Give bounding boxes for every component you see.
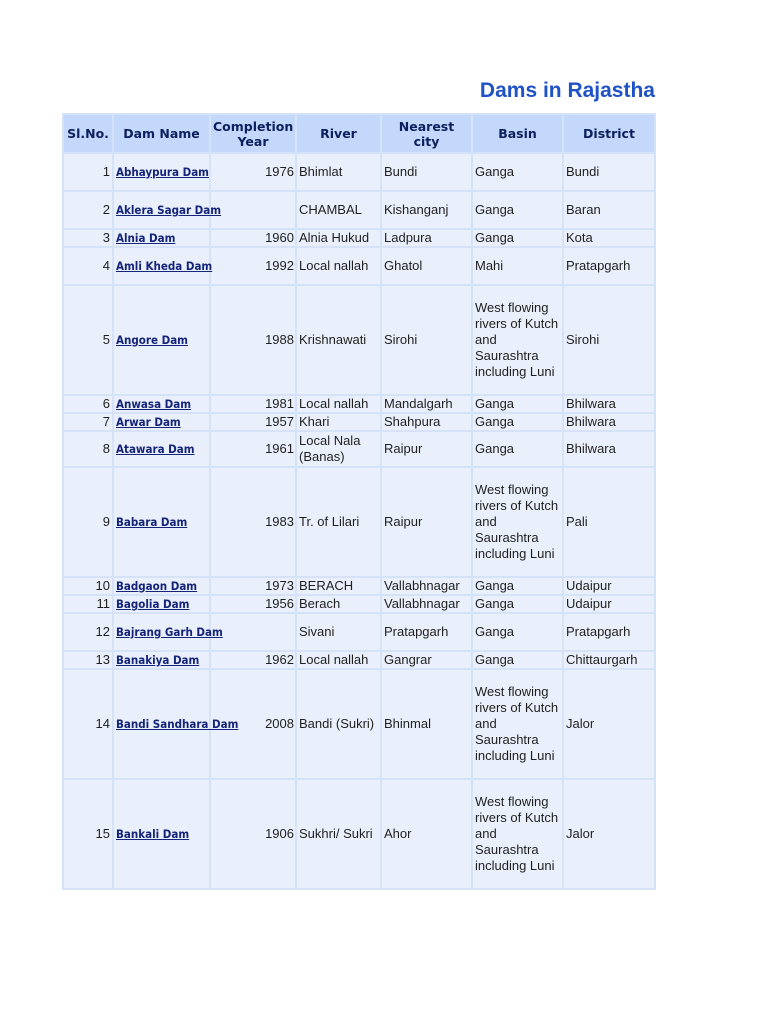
- cell-basin: Ganga: [472, 229, 563, 247]
- cell-completion-year: 1976: [210, 153, 296, 191]
- cell-completion-year: 1906: [210, 779, 296, 889]
- cell-completion-year: 1973: [210, 577, 296, 595]
- cell-sl-no: 11: [63, 595, 113, 613]
- cell-sl-no: 13: [63, 651, 113, 669]
- cell-river: Khari: [296, 413, 381, 431]
- dam-name-link[interactable]: Atawara Dam: [116, 442, 195, 456]
- cell-sl-no: 10: [63, 577, 113, 595]
- dam-name-link[interactable]: Bankali Dam: [116, 827, 190, 841]
- dam-name-link[interactable]: Aklera Sagar Dam: [116, 203, 222, 217]
- cell-river: Bandi (Sukri): [296, 669, 381, 779]
- cell-nearest-city: Gangrar: [381, 651, 472, 669]
- cell-nearest-city: Sirohi: [381, 285, 472, 395]
- cell-district: Bhilwara: [563, 395, 655, 413]
- cell-basin: West flowing rivers of Kutch and Saurashtra including Luni: [472, 779, 563, 889]
- table-row: [63, 613, 655, 651]
- cell-nearest-city: Shahpura: [381, 413, 472, 431]
- table-row: [63, 413, 655, 431]
- cell-district: Jalor: [563, 779, 655, 889]
- cell-dam-name: [113, 779, 210, 889]
- cell-dam-name: [113, 669, 239, 779]
- cell-river: Alnia Hukud: [296, 229, 381, 247]
- cell-basin: West flowing rivers of Kutch and Saurashtra including Luni: [472, 669, 563, 779]
- table-row: [63, 229, 655, 247]
- cell-dam-name: [113, 229, 210, 247]
- cell-district: Udaipur: [563, 577, 655, 595]
- cell-dam-name: [113, 395, 210, 413]
- column-header-sl-no: Sl.No.: [63, 114, 113, 153]
- cell-completion-year: [210, 613, 296, 651]
- cell-dam-name: [113, 651, 210, 669]
- cell-river: Berach: [296, 595, 381, 613]
- cell-sl-no: 6: [63, 395, 113, 413]
- cell-nearest-city: Ghatol: [381, 247, 472, 285]
- column-header-basin: Basin: [472, 114, 563, 153]
- cell-nearest-city: Kishanganj: [381, 191, 472, 229]
- dam-name-link[interactable]: Amli Kheda Dam: [116, 259, 213, 273]
- dam-name-link[interactable]: Bajrang Garh Dam: [116, 625, 223, 639]
- table-row: [63, 651, 655, 669]
- cell-completion-year: 1957: [210, 413, 296, 431]
- cell-river: Krishnawati: [296, 285, 381, 395]
- cell-completion-year: [210, 191, 296, 229]
- cell-district: Pali: [563, 467, 655, 577]
- cell-completion-year: 1983: [210, 467, 296, 577]
- column-header-nearest-city: Nearest city: [381, 114, 472, 153]
- cell-sl-no: 3: [63, 229, 113, 247]
- table-row: [63, 779, 655, 889]
- cell-dam-name: [113, 467, 210, 577]
- cell-river: Sivani: [296, 613, 381, 651]
- cell-nearest-city: Pratapgarh: [381, 613, 472, 651]
- cell-district: Bhilwara: [563, 431, 655, 467]
- table-row: [63, 247, 655, 285]
- cell-river: BERACH: [296, 577, 381, 595]
- cell-completion-year: 1961: [210, 431, 296, 467]
- cell-district: Bundi: [563, 153, 655, 191]
- cell-sl-no: 4: [63, 247, 113, 285]
- cell-dam-name: [113, 153, 210, 191]
- cell-dam-name: [113, 577, 210, 595]
- dam-name-link[interactable]: Abhaypura Dam: [116, 165, 209, 179]
- cell-district: Pratapgarh: [563, 613, 655, 651]
- cell-basin: Ganga: [472, 651, 563, 669]
- cell-basin: West flowing rivers of Kutch and Saurashtra including Luni: [472, 285, 563, 395]
- cell-sl-no: 2: [63, 191, 113, 229]
- table-row: [63, 669, 655, 779]
- cell-basin: Ganga: [472, 613, 563, 651]
- cell-dam-name: [113, 595, 210, 613]
- cell-completion-year: 2008: [210, 669, 296, 779]
- column-header-district: District: [563, 114, 655, 153]
- cell-river: Local nallah: [296, 651, 381, 669]
- cell-nearest-city: Ahor: [381, 779, 472, 889]
- cell-district: Jalor: [563, 669, 655, 779]
- cell-sl-no: 7: [63, 413, 113, 431]
- cell-district: Baran: [563, 191, 655, 229]
- dam-name-link[interactable]: Banakiya Dam: [116, 653, 200, 667]
- dam-name-link[interactable]: Anwasa Dam: [116, 397, 192, 411]
- cell-sl-no: 8: [63, 431, 113, 467]
- dam-name-link[interactable]: Badgaon Dam: [116, 579, 198, 593]
- table-row: [63, 467, 655, 577]
- cell-basin: Ganga: [472, 577, 563, 595]
- cell-river: Local Nala (Banas): [296, 431, 381, 467]
- cell-dam-name: [113, 247, 213, 285]
- cell-nearest-city: Mandalgarh: [381, 395, 472, 413]
- dam-name-link[interactable]: Babara Dam: [116, 515, 188, 529]
- cell-completion-year: 1992: [210, 247, 296, 285]
- dam-name-link[interactable]: Arwar Dam: [116, 415, 181, 429]
- cell-basin: Ganga: [472, 191, 563, 229]
- cell-completion-year: 1956: [210, 595, 296, 613]
- dam-name-link[interactable]: Angore Dam: [116, 333, 188, 347]
- cell-completion-year: 1988: [210, 285, 296, 395]
- cell-dam-name: [113, 191, 222, 229]
- cell-basin: Ganga: [472, 595, 563, 613]
- cell-river: CHAMBAL: [296, 191, 381, 229]
- table-row: [63, 431, 655, 467]
- column-header-completion-year: Completion Year: [210, 114, 296, 153]
- cell-sl-no: 12: [63, 613, 113, 651]
- cell-district: Sirohi: [563, 285, 655, 395]
- table-body: [63, 153, 655, 889]
- cell-river: Local nallah: [296, 395, 381, 413]
- cell-sl-no: 5: [63, 285, 113, 395]
- table-row: [63, 577, 655, 595]
- cell-nearest-city: Vallabhnagar: [381, 595, 472, 613]
- cell-river: Local nallah: [296, 247, 381, 285]
- cell-completion-year: 1981: [210, 395, 296, 413]
- cell-dam-name: [113, 413, 210, 431]
- cell-district: Kota: [563, 229, 655, 247]
- cell-nearest-city: Raipur: [381, 467, 472, 577]
- cell-nearest-city: Vallabhnagar: [381, 577, 472, 595]
- table-row: [63, 595, 655, 613]
- cell-district: Udaipur: [563, 595, 655, 613]
- cell-basin: Ganga: [472, 395, 563, 413]
- cell-nearest-city: Raipur: [381, 431, 472, 467]
- table-header: [63, 114, 655, 153]
- table-row: [63, 285, 655, 395]
- cell-sl-no: 9: [63, 467, 113, 577]
- cell-sl-no: 1: [63, 153, 113, 191]
- cell-dam-name: [113, 285, 210, 395]
- dam-name-link[interactable]: Alnia Dam: [116, 231, 176, 245]
- cell-sl-no: 14: [63, 669, 113, 779]
- cell-district: Pratapgarh: [563, 247, 655, 285]
- cell-nearest-city: Ladpura: [381, 229, 472, 247]
- dam-name-link[interactable]: Bandi Sandhara Dam: [116, 717, 239, 731]
- cell-river: Sukhri/ Sukri: [296, 779, 381, 889]
- cell-dam-name: [113, 613, 223, 651]
- cell-nearest-city: Bundi: [381, 153, 472, 191]
- table-row: [63, 153, 655, 191]
- cell-basin: Mahi: [472, 247, 563, 285]
- cell-district: Chittaurgarh: [563, 651, 655, 669]
- cell-district: Bhilwara: [563, 413, 655, 431]
- cell-dam-name: [113, 431, 210, 467]
- cell-river: Tr. of Lilari: [296, 467, 381, 577]
- column-header-dam-name: Dam Name: [113, 114, 210, 153]
- cell-completion-year: 1960: [210, 229, 296, 247]
- cell-river: Bhimlat: [296, 153, 381, 191]
- dams-table: [62, 113, 656, 890]
- header-row: [63, 114, 655, 153]
- dam-name-link[interactable]: Bagolia Dam: [116, 597, 190, 611]
- cell-nearest-city: Bhinmal: [381, 669, 472, 779]
- column-header-river: River: [296, 114, 381, 153]
- page-title: Dams in Rajastha: [479, 79, 655, 102]
- cell-basin: Ganga: [472, 431, 563, 467]
- cell-basin: Ganga: [472, 413, 563, 431]
- cell-completion-year: 1962: [210, 651, 296, 669]
- table-row: [63, 395, 655, 413]
- cell-basin: West flowing rivers of Kutch and Saurashtra including Luni: [472, 467, 563, 577]
- table-row: [63, 191, 655, 229]
- cell-sl-no: 15: [63, 779, 113, 889]
- cell-basin: Ganga: [472, 153, 563, 191]
